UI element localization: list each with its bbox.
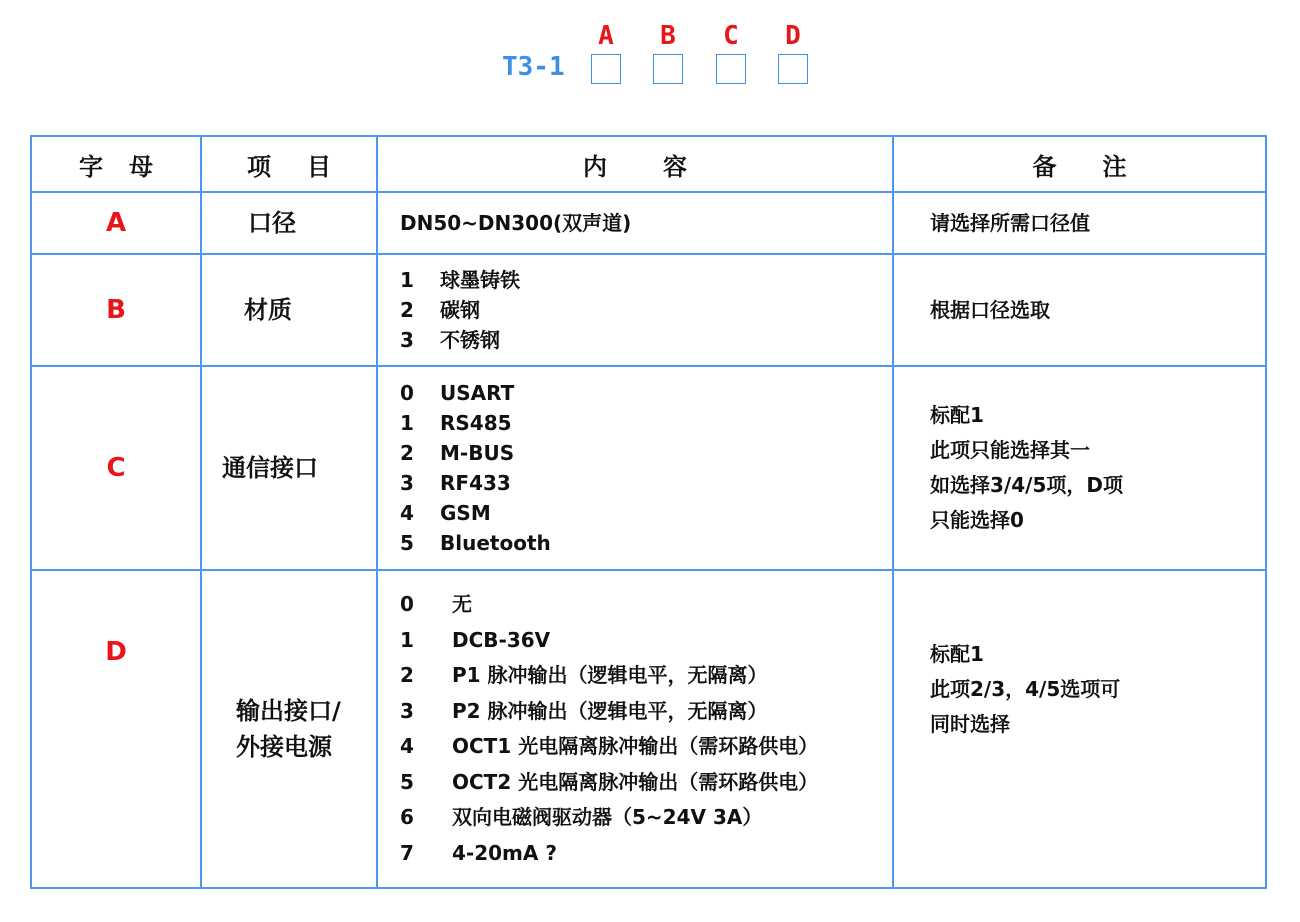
item-line: 输出接口/ (236, 697, 341, 725)
slot-box (591, 54, 621, 84)
content-text: DN50~DN300(双声道) (400, 211, 632, 235)
note-line: 标配1 (930, 403, 984, 427)
option-label: GSM (440, 501, 491, 525)
note-line: 此项2/3，4/5选项可 (930, 677, 1121, 701)
row-note (893, 192, 1266, 254)
option-item (400, 836, 892, 872)
row-letter: B (31, 254, 201, 366)
header-content: 内容 (377, 136, 893, 192)
row-item (201, 366, 377, 570)
option-number: 2 (400, 663, 414, 687)
option-item (400, 325, 892, 355)
option-number: 6 (400, 805, 414, 829)
model-slot-c (716, 20, 746, 84)
option-number: 2 (400, 441, 414, 465)
option-label: RS485 (440, 411, 512, 435)
model-code (0, 0, 1300, 110)
row-content (377, 254, 893, 366)
slot-box (653, 54, 683, 84)
note-line: 请选择所需口径值 (930, 210, 1090, 235)
option-item (400, 295, 892, 325)
note-line: 只能选择0 (930, 508, 1024, 532)
slot-letter: C (723, 21, 739, 51)
option-item (400, 468, 892, 498)
option-label: 不锈钢 (440, 328, 500, 352)
option-item (400, 694, 892, 730)
option-label: OCT1 光电隔离脉冲输出（需环路供电） (452, 734, 819, 758)
row-note (893, 254, 1266, 366)
option-number: 7 (400, 840, 414, 865)
note-line: 此项只能选择其一 (930, 438, 1090, 462)
row-item (201, 570, 377, 888)
option-item (400, 408, 892, 438)
option-item (400, 528, 892, 558)
option-item (400, 800, 892, 836)
slot-box (716, 54, 746, 84)
table-row (31, 192, 1266, 254)
option-item (400, 658, 892, 694)
option-item (400, 498, 892, 528)
row-item (201, 192, 377, 254)
option-number: 1 (400, 627, 414, 652)
option-label: P1 脉冲输出（逻辑电平，无隔离） (452, 663, 768, 687)
row-content (377, 366, 893, 570)
row-note (893, 570, 1266, 888)
option-number: 0 (400, 381, 414, 405)
model-slot-d (778, 20, 808, 84)
option-number: 5 (400, 531, 414, 555)
option-label: USART (440, 381, 515, 405)
header-letter: 字母 (31, 136, 201, 192)
slot-letter: D (785, 21, 801, 51)
option-label: M-BUS (440, 441, 515, 465)
slot-letter: B (660, 21, 676, 51)
note-line: 同时选择 (930, 712, 1010, 736)
option-number: 5 (400, 769, 414, 794)
slot-letter: A (598, 21, 614, 51)
row-letter: A (31, 192, 201, 254)
option-label: OCT2 光电隔离脉冲输出（需环路供电） (452, 769, 819, 794)
row-item (201, 254, 377, 366)
option-label: P2 脉冲输出（逻辑电平，无隔离） (452, 698, 768, 723)
option-number: 1 (400, 411, 414, 435)
option-item (400, 265, 892, 295)
option-label: 无 (452, 592, 472, 616)
row-letter: D (31, 570, 201, 888)
option-item (400, 378, 892, 408)
option-label: 碳钢 (440, 298, 480, 322)
option-number: 2 (400, 298, 414, 322)
model-prefix: T3-1 (502, 52, 565, 82)
item-line: 通信接口 (222, 454, 318, 482)
option-label: 4-20mA ? (452, 840, 557, 865)
slot-box (778, 54, 808, 84)
header-item: 项目 (201, 136, 377, 192)
option-label: Bluetooth (440, 531, 551, 555)
option-item (400, 729, 892, 765)
option-item (400, 765, 892, 801)
option-item (400, 587, 892, 623)
note-line: 标配1 (930, 642, 984, 666)
option-label: DCB-36V (452, 627, 551, 652)
model-slot-b (653, 20, 683, 84)
table-row (31, 254, 1266, 366)
item-line: 外接电源 (236, 733, 332, 761)
table-header-row (31, 136, 1266, 192)
option-number: 3 (400, 471, 414, 495)
option-item (400, 438, 892, 468)
table-row (31, 366, 1266, 570)
option-number: 3 (400, 328, 414, 352)
table-row (31, 570, 1266, 888)
option-number: 3 (400, 698, 414, 723)
option-number: 1 (400, 268, 414, 292)
row-content (377, 570, 893, 888)
header-note: 备注 (893, 136, 1266, 192)
note-line: 如选择3/4/5项，D项 (930, 473, 1123, 497)
item-line: 材质 (244, 296, 292, 324)
model-slot-a (591, 20, 621, 84)
option-item (400, 623, 892, 659)
option-number: 4 (400, 734, 414, 758)
row-content (377, 192, 893, 254)
item-line: 口径 (248, 209, 296, 237)
row-note (893, 366, 1266, 570)
note-line: 根据口径选取 (930, 297, 1050, 322)
option-label: 球墨铸铁 (440, 268, 520, 292)
option-number: 0 (400, 592, 414, 616)
option-number: 4 (400, 501, 414, 525)
spec-table (30, 135, 1267, 889)
option-label: RF433 (440, 471, 511, 495)
row-letter: C (31, 366, 201, 570)
option-label: 双向电磁阀驱动器（5~24V 3A） (452, 805, 763, 829)
